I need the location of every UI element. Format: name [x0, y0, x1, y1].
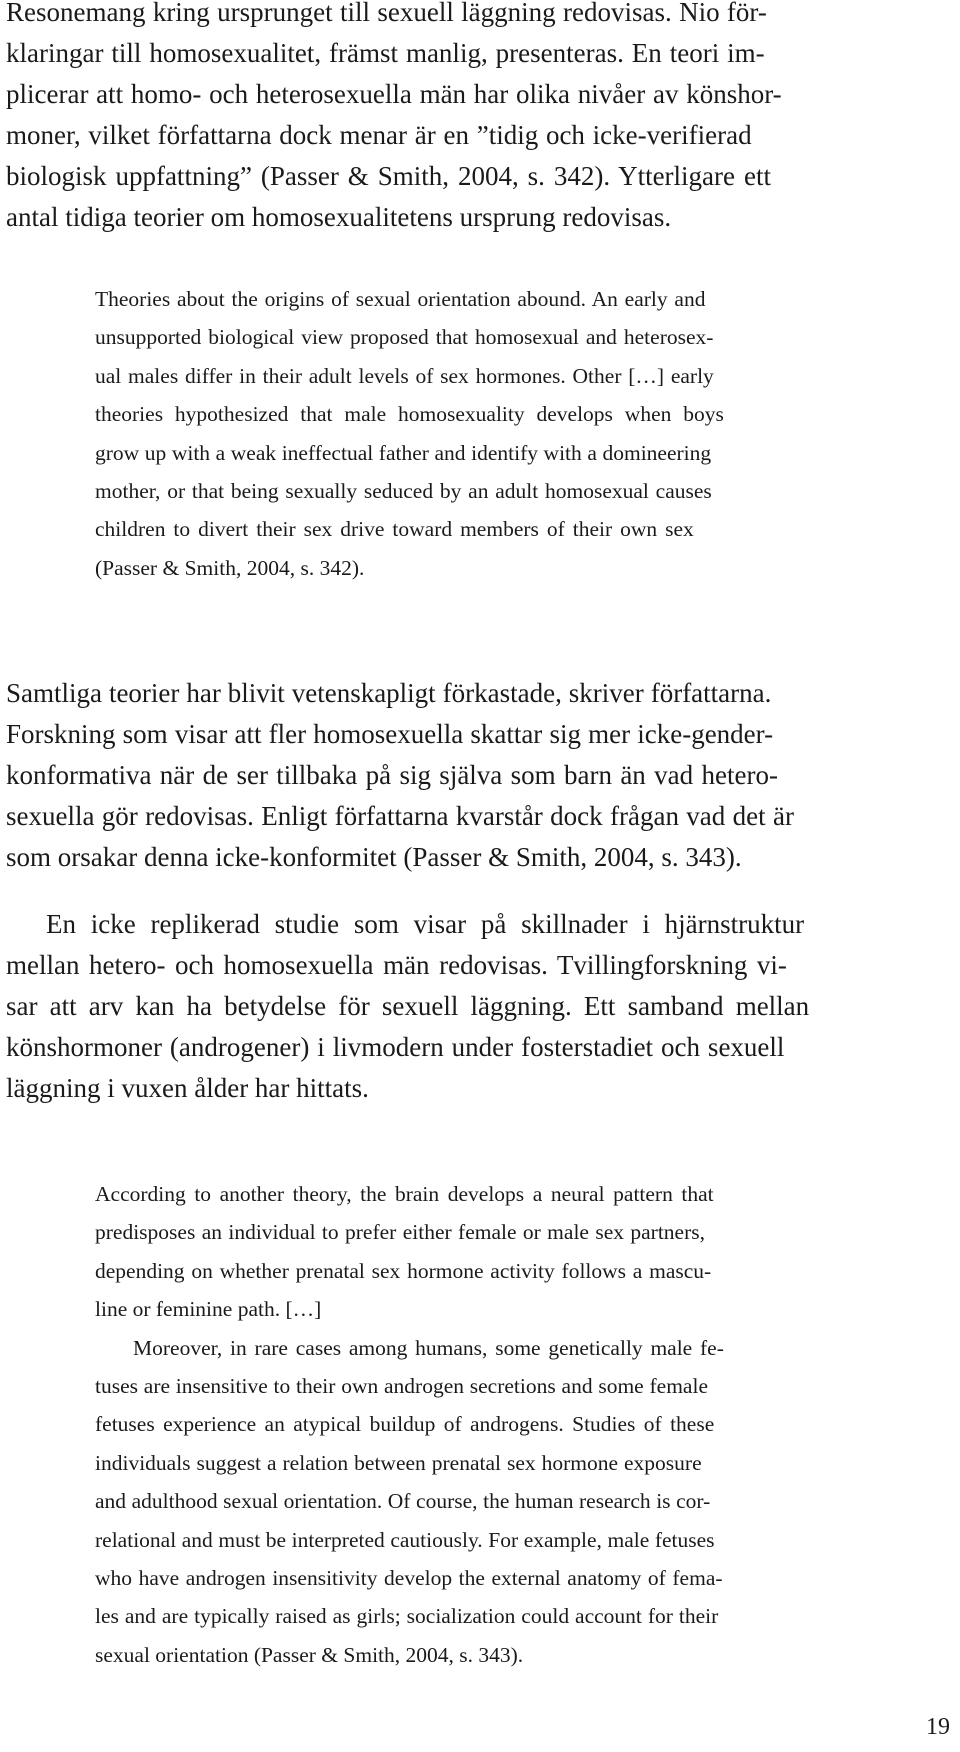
text-line: könshormoner (androgener) i livmodern under fosterstadiet och sexuell: [6, 1032, 785, 1062]
page-number: 19: [926, 1714, 950, 1740]
text-line: klaringar till homosexualitet, främst manlig, presenteras. En teori im-: [6, 38, 765, 68]
text-line: Forskning som visar att fler homosexuella skattar sig mer icke-gender-: [6, 719, 774, 749]
text-line: konformativa när de ser tillbaka på sig själva som barn än vad hetero-: [6, 760, 778, 790]
quote-line: depending on whether prenatal sex hormone activity follows a mascu-: [95, 1258, 712, 1283]
block-quote-2: [95, 1175, 865, 1674]
quote-line: tuses are insensitive to their own androgen secretions and some female: [95, 1374, 708, 1399]
text-line: moner, vilket författarna dock menar är en ”tidig och icke-verifierad: [6, 120, 752, 150]
quote-line: fetuses experience an atypical buildup of androgens. Studies of these: [95, 1412, 715, 1437]
quote-line: individuals suggest a relation between prenatal sex hormone exposure: [95, 1450, 702, 1475]
text-line: [6, 904, 954, 945]
body-paragraph-1: [6, 0, 954, 238]
quote-line: According to another theory, the brain develops a neural pattern that: [95, 1182, 714, 1206]
quote-line: predisposes an individual to prefer either female or male sex partners,: [95, 1220, 705, 1245]
text-line: plicerar att homo- och heterosexuella män har olika nivåer av könshor-: [6, 79, 782, 109]
text-line: Samtliga teorier har blivit vetenskapligt förkastade, skriver författarna.: [6, 678, 772, 708]
text-line: mellan hetero- och homosexuella män redovisas. Tvillingforskning vi-: [6, 950, 787, 980]
quote-line-content: Moreover, in rare cases among humans, some genetically male fe-: [133, 1335, 724, 1360]
quote-line: unsupported biological view proposed that homosexual and heterosex-: [95, 325, 714, 350]
quote-line: grow up with a weak ineffectual father and identify with a domineering: [95, 440, 712, 465]
text-line: som orsakar denna icke-konformitet (Passer & Smith, 2004, s. 343).: [6, 842, 742, 872]
quote-line: who have androgen insensitivity develop the external anatomy of fema-: [95, 1566, 723, 1591]
text-line: sexuella gör redovisas. Enligt författarna kvarstår dock frågan vad det är: [6, 801, 794, 831]
quote-line: mother, or that being sexually seduced by an adult homosexual causes: [95, 479, 712, 504]
body-paragraph-3: [6, 904, 954, 1109]
quote-line: [95, 1329, 865, 1367]
quote-line: ual males differ in their adult levels of sex hormones. Other […] early: [95, 363, 714, 388]
quote-line: line or feminine path. […]: [95, 1297, 322, 1322]
text-line: biologisk uppfattning” (Passer & Smith, 2004, s. 342). Ytterligare ett: [6, 161, 771, 191]
quote-line: relational and must be interpreted cautiously. For example, male fetuses: [95, 1527, 715, 1552]
text-line-content: En icke replikerad studie som visar på skillnader i hjärnstruktur: [46, 909, 805, 939]
text-line: antal tidiga teorier om homosexualitetens ursprung redovisas.: [6, 202, 672, 232]
text-line: sar att arv kan ha betydelse för sexuell läggning. Ett samband mellan: [6, 991, 810, 1021]
quote-line: (Passer & Smith, 2004, s. 342).: [95, 555, 365, 580]
body-paragraph-2: [6, 673, 954, 878]
quote-line: Theories about the origins of sexual orientation abound. An early and: [95, 287, 706, 311]
quote-line: and adulthood sexual orientation. Of course, the human research is cor-: [95, 1489, 711, 1514]
quote-line: les and are typically raised as girls; socialization could account for their: [95, 1604, 719, 1629]
text-line: Resonemang kring ursprunget till sexuell läggning redovisas. Nio för-: [6, 0, 767, 27]
quote-line: children to divert their sex drive toward members of their own sex: [95, 517, 694, 542]
text-line: läggning i vuxen ålder har hittats.: [6, 1073, 369, 1103]
quote-line: theories hypothesized that male homosexuality develops when boys: [95, 402, 724, 427]
quote-line: sexual orientation (Passer & Smith, 2004, s. 343).: [95, 1642, 524, 1667]
block-quote-1: [95, 280, 865, 587]
